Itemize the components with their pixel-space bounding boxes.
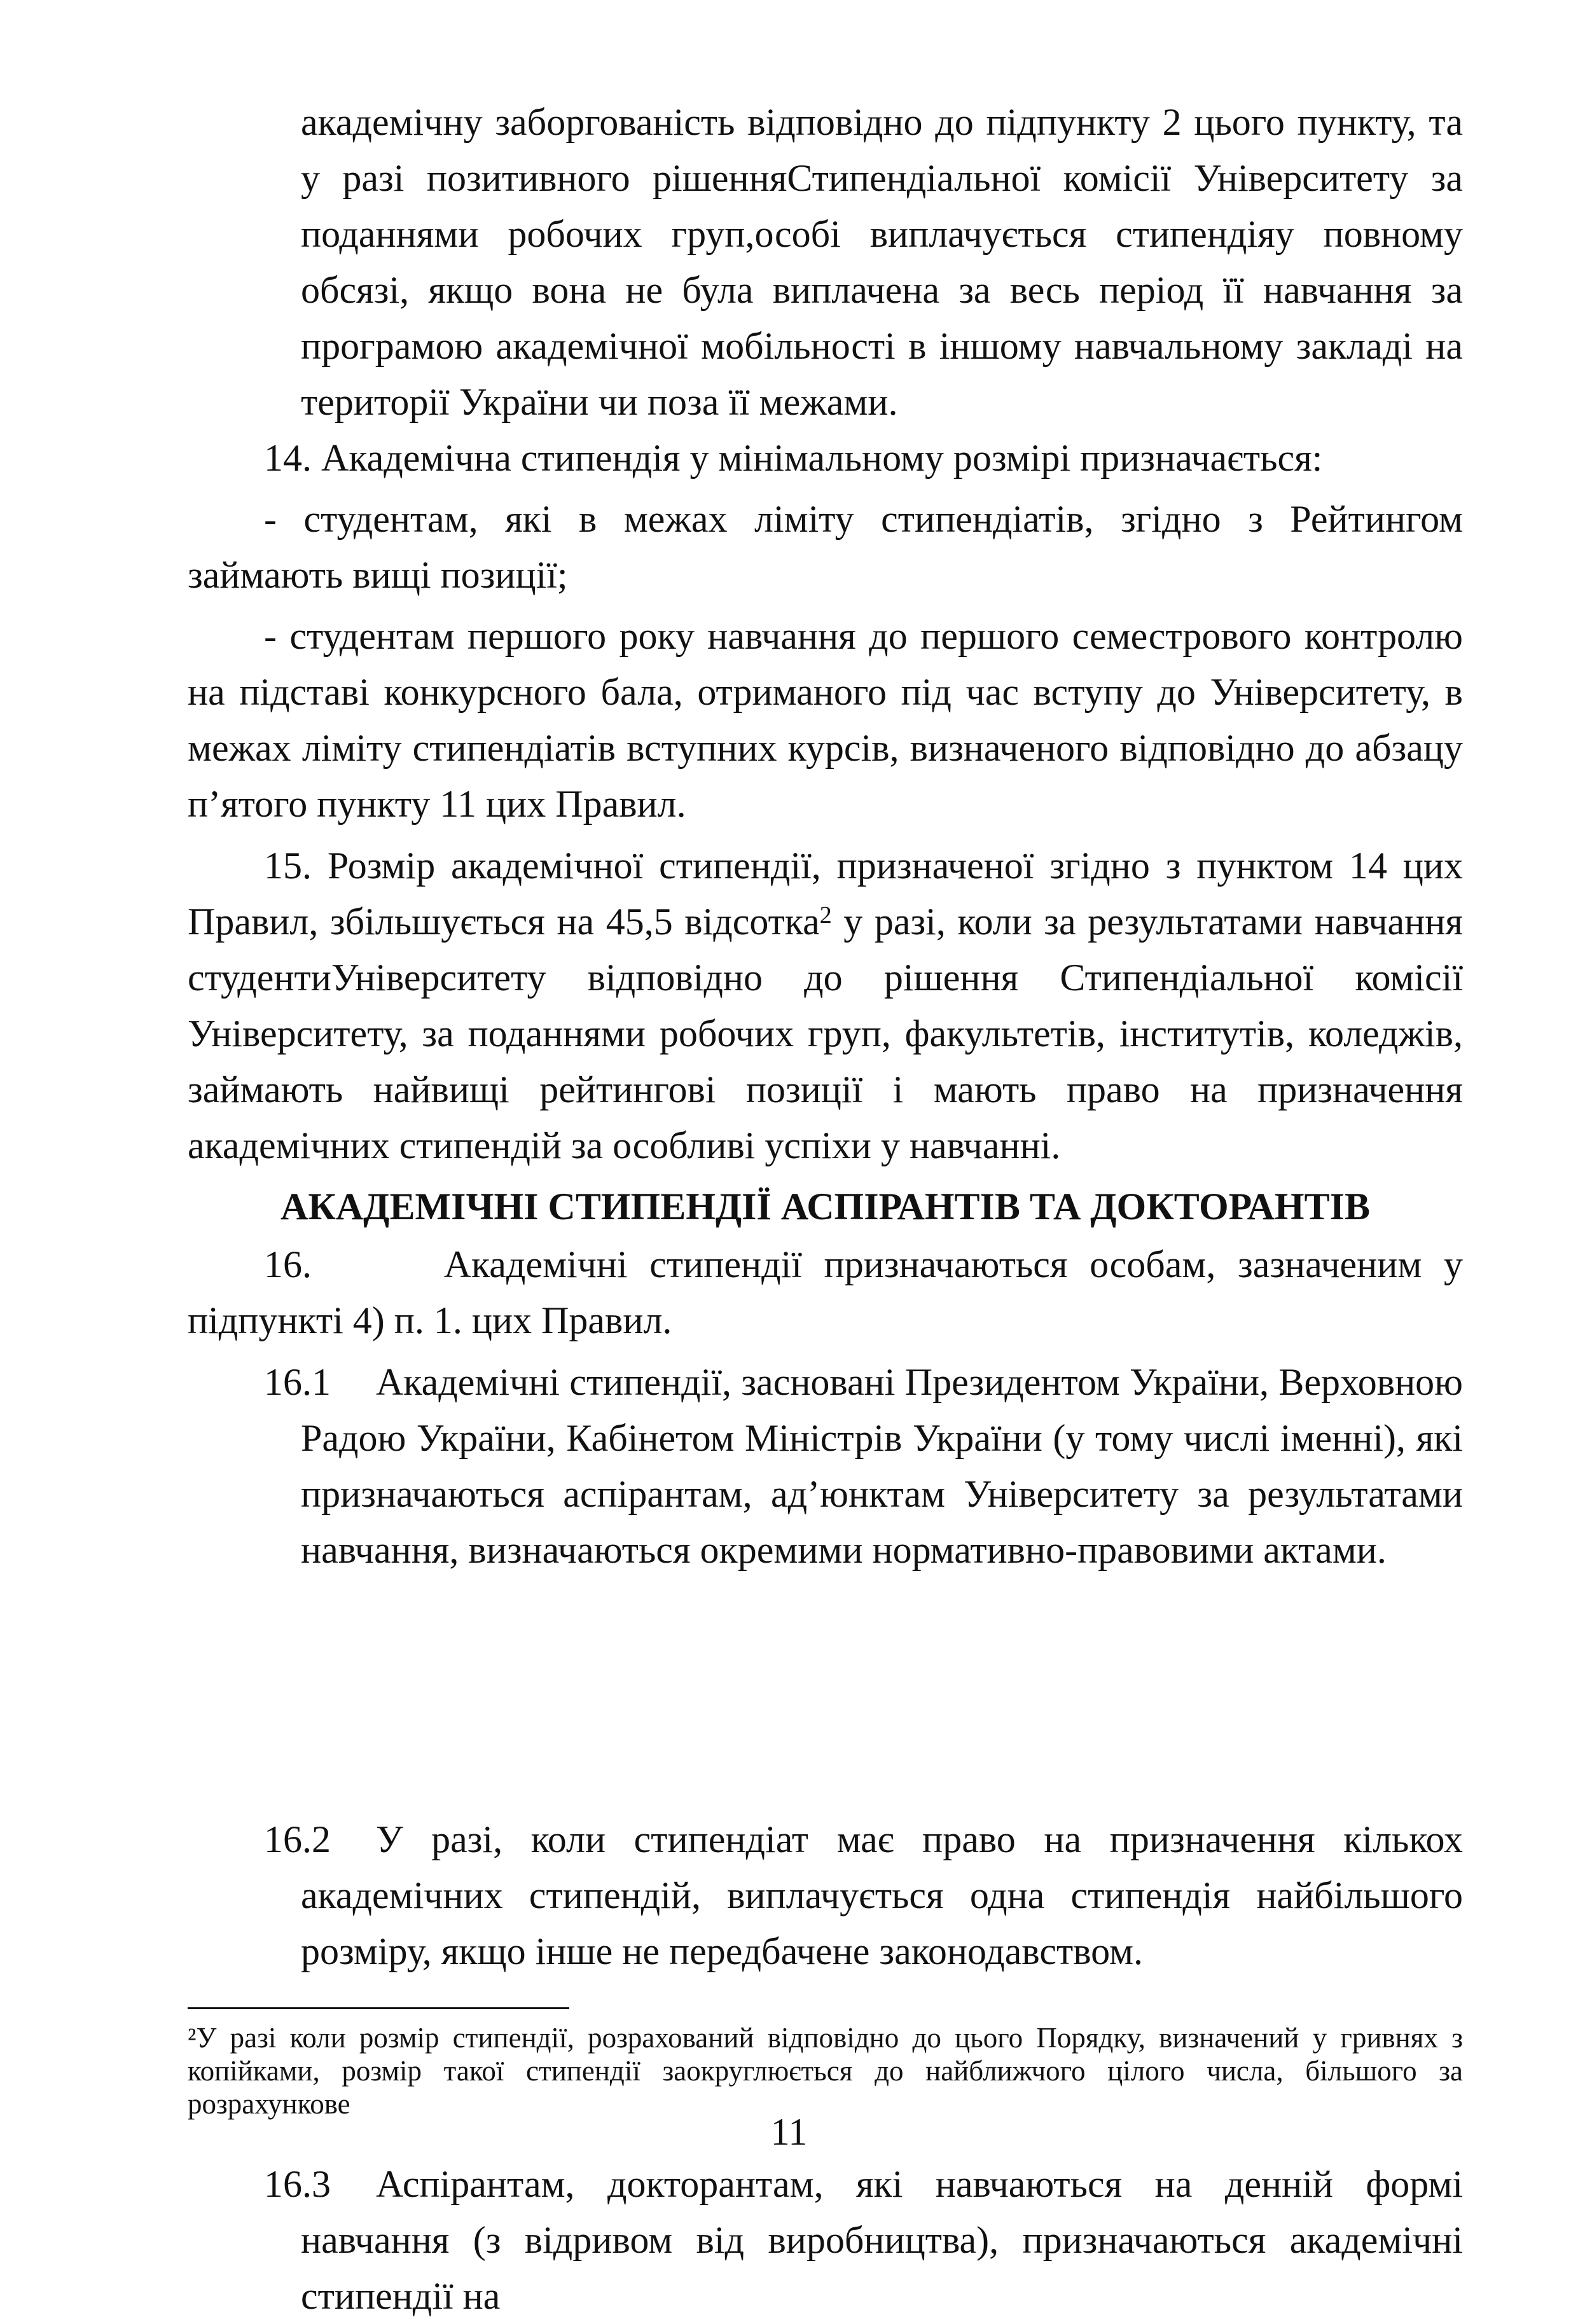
footnote-mark: ²: [188, 2022, 197, 2054]
section-heading: АКАДЕМІЧНІ СТИПЕНДІЇ АСПІРАНТІВ ТА ДОКТОРАНТІВ: [280, 1186, 1370, 1228]
paragraph-16-2: У разі, коли стипендіат має право на призначення кількох академічних стипендій, виплачується одна стипендія найбільшого розміру, якщо інше не передбачене законодавством.: [301, 1818, 1463, 1972]
paragraph-16-1: Академічні стипендії, засновані Президентом України, Верховною Радою України, Кабінетом Міністрів України (у тому числі іменні), які призначаються аспірантам, ад’юнктам Університету за результатами навчання, визначаються окремими нормативно-правовими актами.: [301, 1361, 1463, 1571]
section-16: [188, 1236, 1463, 1348]
paragraph-continuation: академічну заборгованість відповідно до підпункту 2 цього пункту, та у разі позитивного рішенняСтипендіальної комісії Університету за поданнями робочих груп,особі виплачується стипендіяу повному обсязі, якщо вона не була виплачена за весь період її навчання за програмою академічної мобільності в іншому навчальному закладі на території України чи поза її межами.: [301, 101, 1463, 423]
section-16-2: [188, 1811, 1463, 1979]
section-16-3: [188, 2156, 1463, 2324]
item-text: [188, 1354, 1463, 1578]
item-number: 16.1: [264, 1361, 331, 1403]
paragraph-16-3: Аспірантам, докторантам, які навчаються на денній формі навчання (з відривом від виробництва), призначаються академічні стипендії на: [301, 2163, 1463, 2317]
paragraph-14-b: - студентам першого року навчання до першого семестрового контролю на підставі конкурсного бала, отриманого під час вступу до Університету, в межах ліміту стипендіатів вступних курсів, визначеного відповідно до абзацу п’ятого пункту 11 цих Правил.: [188, 615, 1463, 825]
footnote-separator: [188, 2007, 569, 2009]
paragraph-15-text: 15. Розмір академічної стипендії, призначеної згідно з пунктом 14 цих Правил, збільшується на 45,5 відсотка: [188, 845, 1463, 943]
item-text: [188, 2156, 1463, 2324]
section-14-a: [188, 491, 1463, 603]
item-number: 16.2: [264, 1818, 331, 1860]
paragraph-14-a: - студентам, які в межах ліміту стипендіатів, згідно з Рейтингом займають вищі позиції;: [188, 498, 1463, 596]
item-text: [188, 1811, 1463, 1979]
body-text: [188, 94, 1463, 430]
footnote-reference: 2: [819, 902, 832, 929]
paragraph-15-text-rest: у разі, коли за результатами навчання студентиУніверситету відповідно до рішення Стипендіальної комісії Університету, за поданнями робочих груп, факультетів, інститутів, коледжів, займають найвищі рейтингові позиції і мають право на призначення академічних стипендій за особливі успіхи у навчанні.: [188, 901, 1463, 1166]
page-number: 11: [770, 2111, 808, 2153]
section-14-b: [188, 608, 1463, 832]
footnote-text: У разі коли розмір стипендії, розрахований відповідно до цього Порядку, визначений у гривнях з копійками, розмір такої стипендії заокруглюється до найближчого цілого числа, більшого за розрахункове: [188, 2022, 1463, 2120]
footnote: [188, 2021, 1463, 2120]
paragraph-16: 16. Академічні стипендії призначаються особам, зазначеним у підпункті 4) п. 1. цих Правил.: [188, 1243, 1463, 1341]
section-16-1: [188, 1354, 1463, 1578]
section-14: [188, 430, 1463, 486]
heading-block: [188, 1179, 1463, 1235]
paragraph-14: 14. Академічна стипендія у мінімальному розмірі призначається:: [264, 437, 1323, 479]
paragraph-15: [188, 838, 1463, 1173]
item-number: 16.3: [264, 2163, 331, 2205]
section-15: [188, 838, 1463, 1173]
